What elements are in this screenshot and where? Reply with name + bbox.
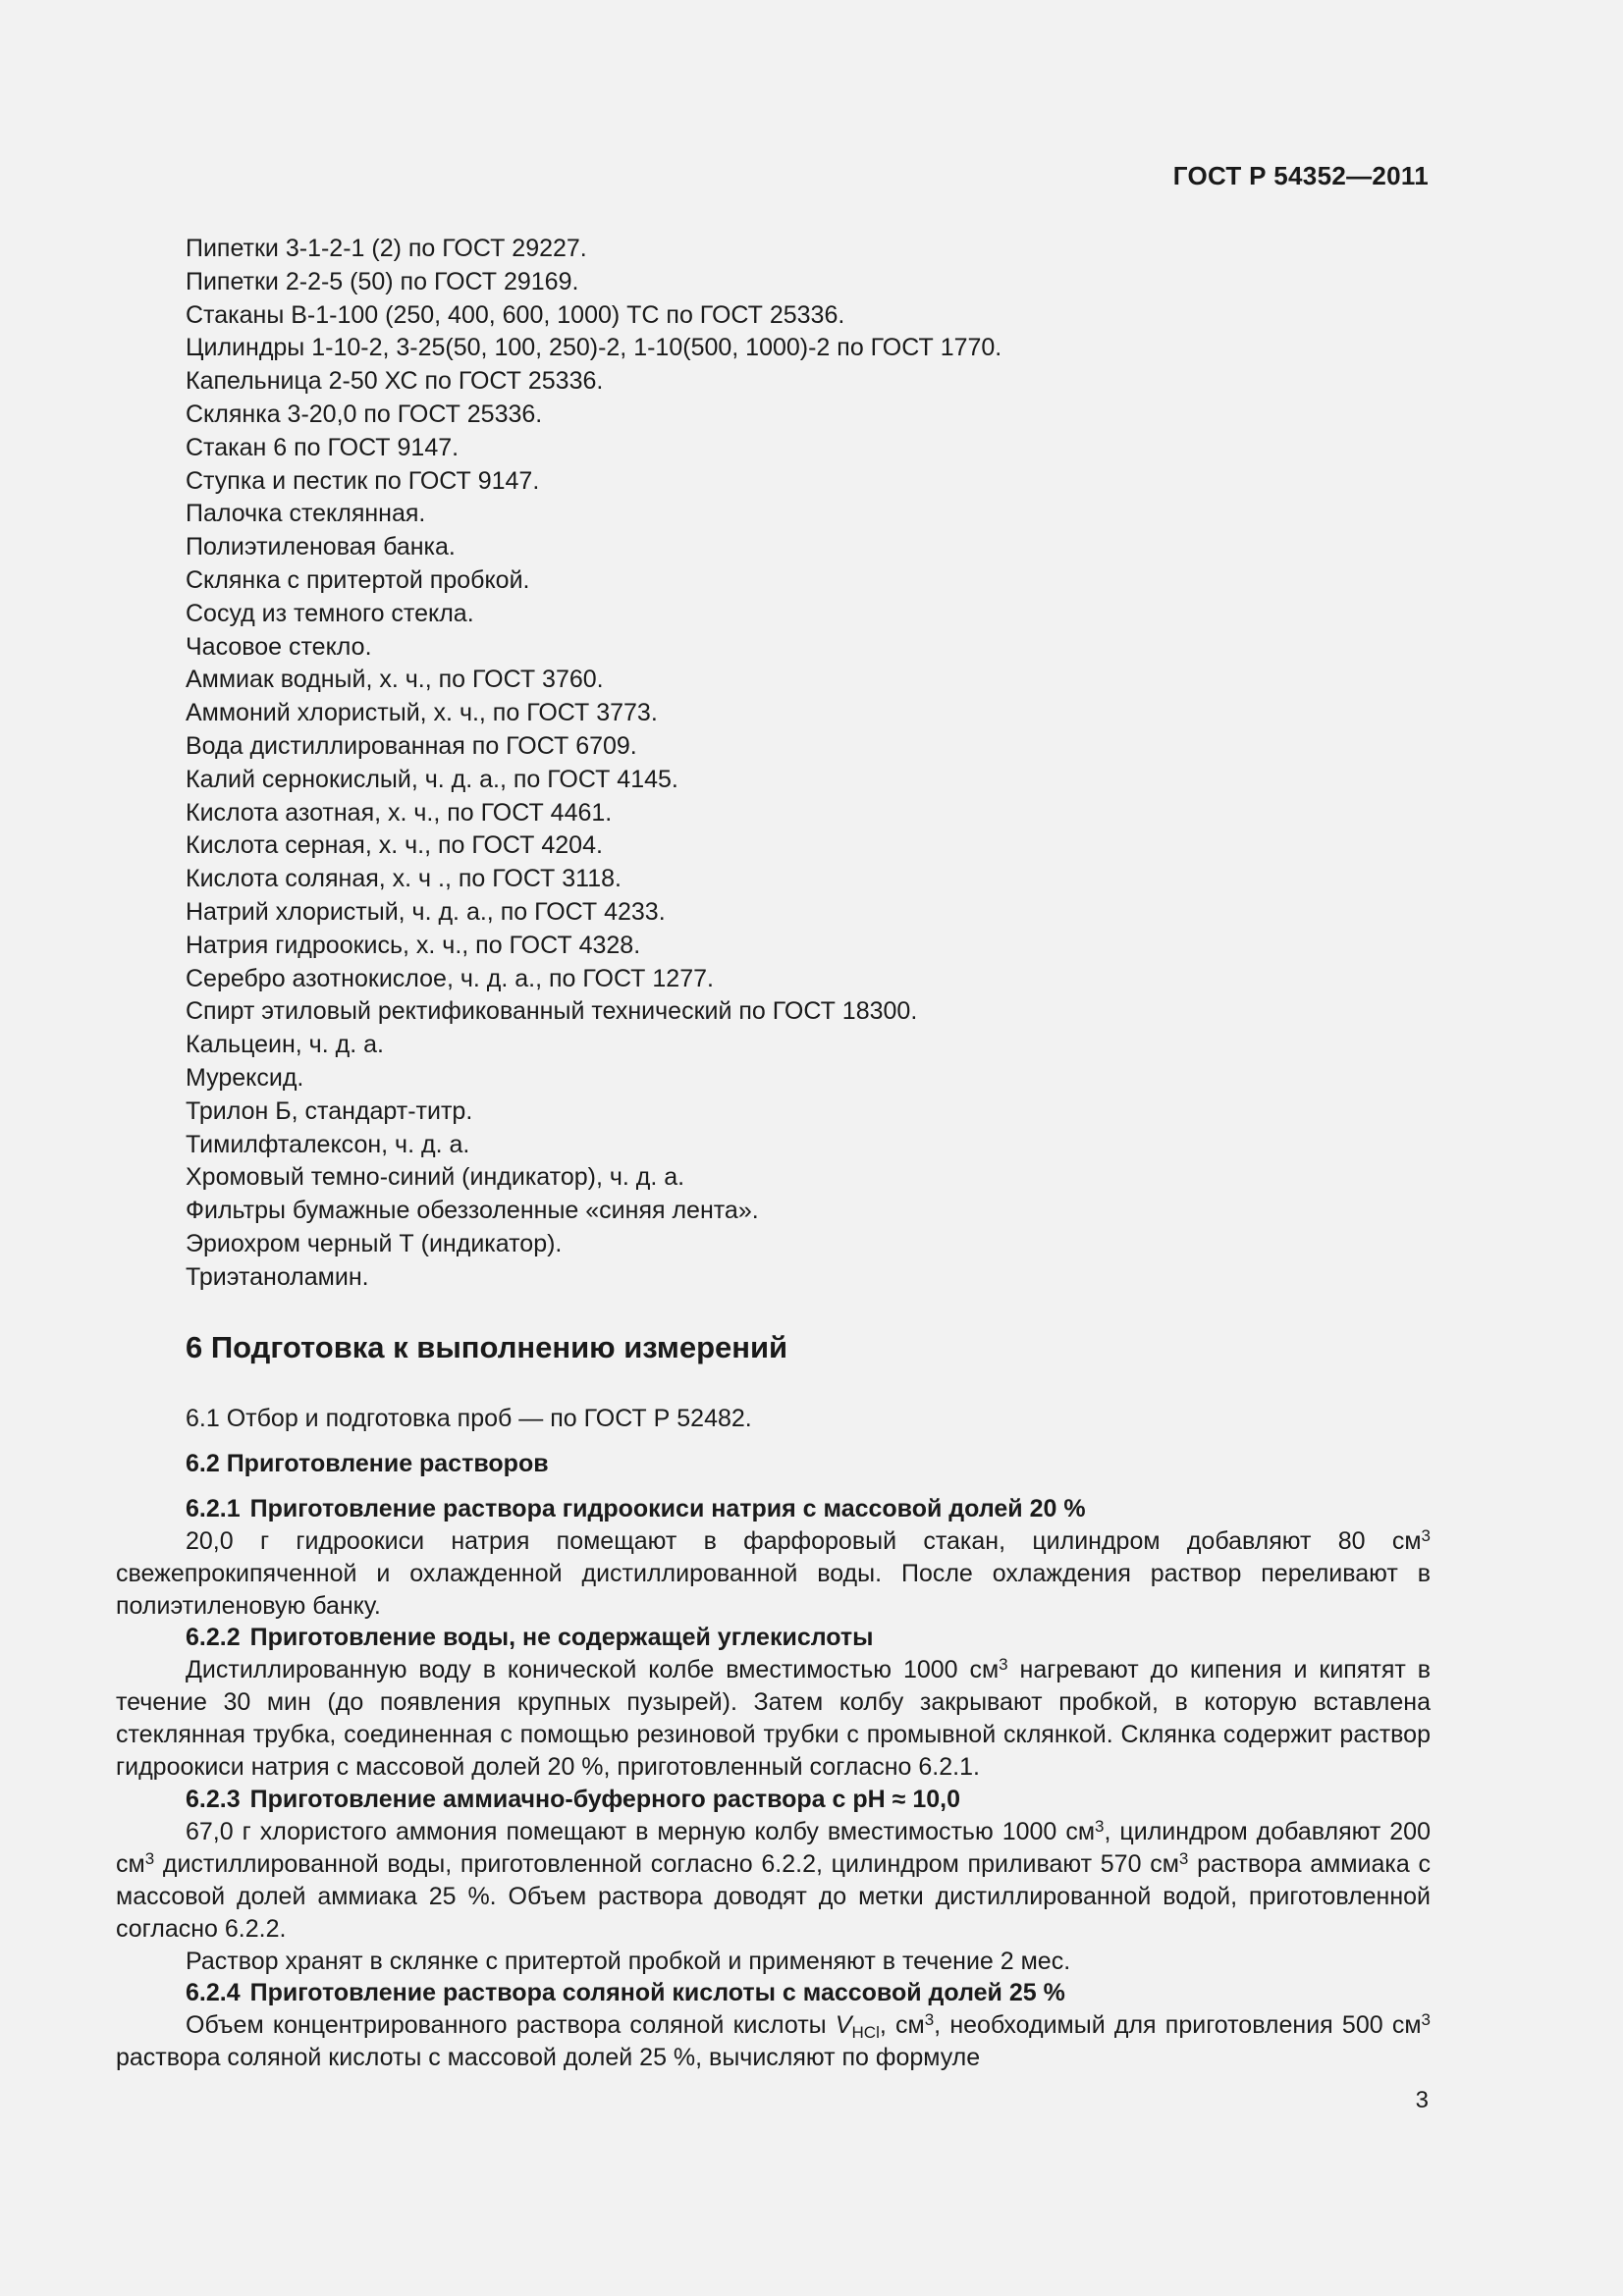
page-number: 3 — [1415, 2087, 1429, 2113]
superscript: 3 — [1178, 1848, 1189, 1868]
list-item: Аммоний хлористый, х. ч., по ГОСТ 3773. — [186, 699, 658, 727]
heading-6-2: 6.2 Приготовление растворов — [186, 1449, 549, 1477]
list-item: Склянка 3-20,0 по ГОСТ 25336. — [186, 400, 543, 428]
list-item: Полиэтиленовая банка. — [186, 533, 456, 561]
variable-v: V — [835, 2011, 852, 2040]
paragraph-6-2-1 — [116, 1525, 1431, 1623]
paragraph-6-1: 6.1 Отбор и подготовка проб — по ГОСТ Р 52482. — [186, 1405, 752, 1432]
heading-text: Приготовление воды, не содержащей углекислоты — [249, 1624, 874, 1652]
paragraph-6-2-3-storage: Раствор хранят в склянке с притертой пробкой и применяют в течение 2 мес. — [186, 1947, 1071, 1975]
text: Объем концентрированного раствора соляной кислоты — [186, 2011, 836, 2040]
superscript: 3 — [999, 1655, 1008, 1675]
list-item: Фильтры бумажные обеззоленные «синяя лента». — [186, 1197, 759, 1225]
list-item: Палочка стеклянная. — [186, 500, 426, 528]
list-item: Трилон Б, стандарт-титр. — [186, 1096, 473, 1125]
list-item: Цилиндры 1-10-2, 3-25(50, 100, 250)-2, 1-10(500, 1000)-2 по ГОСТ 1770. — [186, 334, 1002, 362]
text: Дистиллированную воду в конической колбе вместимостью 1000 см — [186, 1656, 1000, 1684]
list-item: Часовое стекло. — [186, 632, 372, 661]
list-item: Склянка с притертой пробкой. — [186, 565, 530, 594]
superscript: 3 — [1095, 1816, 1105, 1836]
paragraph-6-2-2 — [116, 1654, 1431, 1784]
text: свежепрокипяченной и охлажденной дистиллированной воды. После охлаждения раствор переливают в полиэтиленовую банку. — [116, 1559, 1431, 1620]
superscript: 3 — [1421, 1525, 1431, 1545]
heading-number: 6.2.2 — [186, 1624, 241, 1652]
list-item: Серебро азотнокислое, ч. д. а., по ГОСТ 1277. — [186, 964, 714, 992]
superscript: 3 — [1421, 2010, 1431, 2030]
heading-6-2-2 — [116, 1622, 1431, 1654]
text: нагревают до кипения и кипятят в течение 30 мин (до появления крупных пузырей). Затем колбу закрывают пробкой, в которую вставлена стеклянная трубка, соединенная с помощью резиновой трубки с промывной склянкой. Склянка содержит раствор гидроокиси натрия с массовой долей 20 %, приготовленный согласно 6.2.1. — [116, 1656, 1431, 1782]
list-item: Хромовый темно-синий (индикатор), ч. д. а. — [186, 1163, 685, 1192]
heading-6-2-1 — [116, 1493, 1431, 1525]
equipment-list — [186, 233, 1001, 1295]
superscript: 3 — [924, 2010, 935, 2030]
list-item: Сосуд из темного стекла. — [186, 599, 474, 627]
section-6-body — [116, 1403, 1431, 2074]
text: , цилиндром добавляют 200 см — [116, 1817, 1431, 1878]
list-item: Пипетки 3-1-2-1 (2) по ГОСТ 29227. — [186, 235, 587, 262]
list-item: Вода дистиллированная по ГОСТ 6709. — [186, 731, 637, 760]
paragraph-6-2-3 — [116, 1816, 1431, 1946]
document-header: ГОСТ Р 54352—2011 — [1172, 161, 1429, 190]
paragraph-6-2-4 — [116, 2009, 1431, 2074]
text: раствора соляной кислоты с массовой долей 25 %, вычисляют по формуле — [116, 2044, 981, 2072]
list-item: Пипетки 2-2-5 (50) по ГОСТ 29169. — [186, 267, 579, 295]
section-6-title: 6 Подготовка к выполнению измерений — [186, 1330, 788, 1364]
list-item: Триэтаноламин. — [186, 1262, 369, 1291]
subscript: HCl — [851, 2023, 880, 2043]
heading-number: 6.2.3 — [186, 1785, 241, 1813]
list-item: Калий сернокислый, ч. д. а., по ГОСТ 4145. — [186, 765, 678, 793]
heading-text: Приготовление аммиачно-буферного раствора с pH ≈ 10,0 — [249, 1785, 960, 1813]
text: , необходимый для приготовления 500 см — [934, 2011, 1422, 2040]
text: , см — [879, 2011, 925, 2040]
text: раствора аммиака с массовой долей аммиака 25 %. Объем раствора доводят до метки дистиллированной водой, приготовленной согласно 6.2.2. — [116, 1849, 1431, 1943]
list-item: Мурексид. — [186, 1063, 304, 1092]
list-item: Кислота серная, х. ч., по ГОСТ 4204. — [186, 831, 603, 860]
list-item: Ступка и пестик по ГОСТ 9147. — [186, 466, 540, 495]
list-item: Стаканы В-1-100 (250, 400, 600, 1000) ТС по ГОСТ 25336. — [186, 300, 845, 329]
list-item: Тимилфталексон, ч. д. а. — [186, 1130, 470, 1158]
superscript: 3 — [144, 1848, 155, 1868]
list-item: Спирт этиловый ректификованный технический по ГОСТ 18300. — [186, 997, 918, 1026]
list-item: Натрий хлористый, ч. д. а., по ГОСТ 4233. — [186, 897, 666, 926]
heading-text: Приготовление раствора соляной кислоты с массовой долей 25 % — [249, 1979, 1065, 2007]
text: 67,0 г хлористого аммония помещают в мерную колбу вместимостью 1000 см — [186, 1817, 1096, 1845]
list-item: Кислота азотная, х. ч., по ГОСТ 4461. — [186, 798, 613, 827]
list-item: Аммиак водный, х. ч., по ГОСТ 3760. — [186, 666, 604, 694]
list-item: Натрия гидроокись, х. ч., по ГОСТ 4328. — [186, 931, 641, 959]
list-item: Эриохром черный Т (индикатор). — [186, 1229, 563, 1257]
heading-number: 6.2.1 — [186, 1494, 241, 1522]
list-item: Кислота соляная, х. ч ., по ГОСТ 3118. — [186, 865, 622, 893]
heading-6-2-4 — [116, 1977, 1431, 2009]
heading-text: Приготовление раствора гидроокиси натрия с массовой долей 20 % — [249, 1494, 1086, 1522]
text: дистиллированной воды, приготовленной согласно 6.2.2, цилиндром приливают 570 см — [154, 1849, 1179, 1878]
heading-number: 6.2.4 — [186, 1979, 241, 2007]
text: 20,0 г гидроокиси натрия помещают в фарфоровый стакан, цилиндром добавляют 80 см — [186, 1526, 1422, 1555]
list-item: Кальцеин, ч. д. а. — [186, 1031, 384, 1059]
heading-6-2-3 — [116, 1784, 1431, 1816]
list-item: Стакан 6 по ГОСТ 9147. — [186, 433, 460, 461]
list-item: Капельница 2-50 ХС по ГОСТ 25336. — [186, 367, 604, 396]
